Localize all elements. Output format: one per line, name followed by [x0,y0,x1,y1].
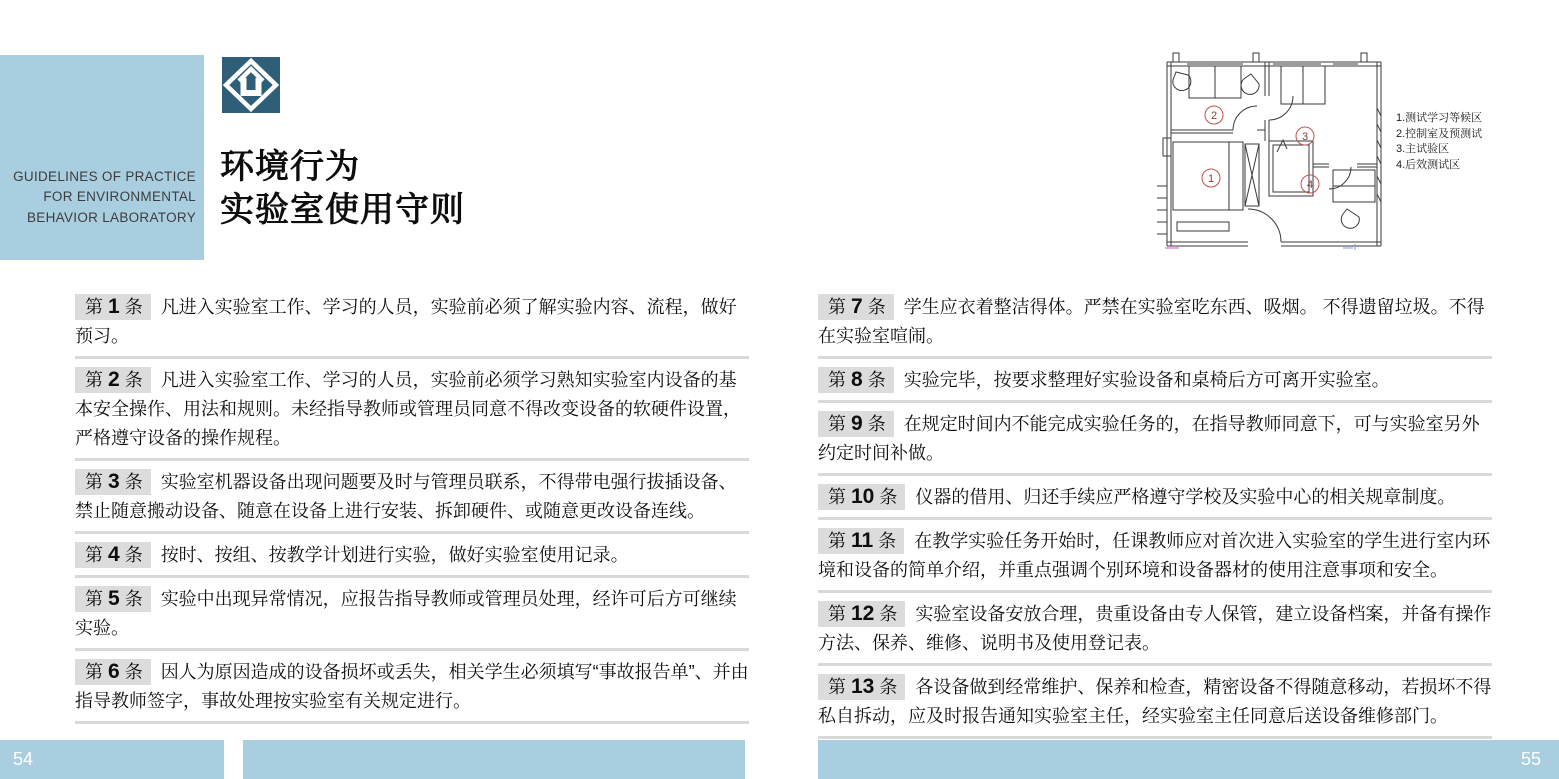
rule-text: 在规定时间内不能完成实验任务的，在指导教师同意下，可与实验室另外约定时间补做。 [818,414,1480,463]
legend-item: 2.控制室及预测试 [1396,127,1483,140]
rule-divider [75,458,749,461]
rule-number-label: 第 12 条 [818,601,905,627]
rule-number-label: 第 2 条 [75,367,151,393]
rules-column-right [818,292,1492,745]
rule-number-label: 第 8 条 [818,367,894,393]
footer-bar-left [0,740,224,779]
rule-divider [818,356,1492,359]
rule-text: 学生应衣着整洁得体。严禁在实验室吃东西、吸烟。 不得遗留垃圾。不得在实验室喧闹。 [818,297,1485,346]
page-title-line: 环境行为 [220,148,360,186]
legend-item: 4.后效测试区 [1396,158,1461,171]
rule-text: 凡进入实验室工作、学习的人员，实验前必须了解实验内容、流程，做好预习。 [75,297,737,346]
rule-number-label: 第 9 条 [818,411,894,437]
rule-item [818,365,1492,403]
floor-plan-furniture [1173,66,1375,231]
room-number-4: 4 [1306,179,1314,191]
rule-number-label: 第 3 条 [75,469,151,495]
rule-divider [818,590,1492,593]
rule-item [75,540,749,578]
rule-item [818,409,1492,476]
rule-text: 实验中出现异常情况，应报告指导教师或管理员处理，经许可后方可继续实验。 [75,589,737,638]
rule-divider [818,517,1492,520]
rule-item [75,467,749,534]
english-subtitle-line: FOR ENVIRONMENTAL [43,189,196,204]
rule-number-label: 第 7 条 [818,294,894,320]
english-subtitle-line: BEHAVIOR LABORATORY [27,209,196,225]
floor-plan [1153,46,1393,261]
rule-item [75,584,749,651]
rule-divider [818,400,1492,403]
rule-item [818,482,1492,520]
rules-column-left [75,292,749,730]
rule-divider [75,356,749,359]
room-number-1: 1 [1207,173,1215,185]
rule-number-label: 第 10 条 [818,484,905,510]
rule-item [818,292,1492,359]
rule-divider [75,575,749,578]
rule-divider [818,473,1492,476]
rule-text: 实验室机器设备出现问题要及时与管理员联系，不得带电强行拔插设备、禁止随意搬动设备、随意在设备上进行安装、拆卸硬件、或随意更改设备连线。 [75,472,737,521]
rule-item [75,365,749,461]
english-subtitle [13,167,196,229]
rule-text: 实验完毕，按要求整理好实验设备和桌椅后方可离开实验室。 [903,370,1390,390]
rule-divider [818,736,1492,739]
header-accent-box [0,55,204,260]
legend-item: 1.测试学习等候区 [1396,112,1483,124]
floor-plan-legend [1396,111,1482,173]
rule-text: 各设备做到经常维护、保养和检查，精密设备不得随意移动，若损坏不得私自拆动，应及时报告通知实验室主任，经实验室主任同意后送设备维修部门。 [818,677,1492,726]
rule-divider [75,648,749,651]
rule-text: 因人为原因造成的设备损坏或丢失，相关学生必须填写“事故报告单”、并由指导教师签字，事故处理按实验室有关规定进行。 [75,662,749,711]
room-number-2: 2 [1210,110,1218,122]
english-subtitle-line: GUIDELINES OF PRACTICE [13,168,196,184]
rule-item [818,672,1492,739]
rule-item [818,599,1492,666]
page-number-left: 54 [13,749,34,769]
rule-item [75,292,749,359]
page-title-line: 实验室使用守则 [220,191,465,229]
rule-item [75,657,749,724]
rule-text: 凡进入实验室工作、学习的人员，实验前必须学习熟知实验室内设备的基本安全操作、用法和规则。未经指导教师或管理员同意不得改变设备的软硬件设置，严格遵守设备的操作规程。 [75,370,741,448]
page-number-right: 55 [1520,749,1541,769]
rule-number-label: 第 13 条 [818,674,905,700]
floor-plan-room-numbers [1202,106,1319,193]
rule-text: 在教学实验任务开始时，任课教师应对首次进入实验室的学生进行室内环境和设备的简单介绍，并重点强调个别环境和设备器材的使用注意事项和安全。 [818,531,1491,580]
rule-text: 仪器的借用、归还手续应严格遵守学校及实验中心的相关规章制度。 [915,487,1456,507]
rule-divider [75,531,749,534]
footer-bar-right [818,740,1559,779]
rule-text: 实验室设备安放合理，贵重设备由专人保管，建立设备档案，并备有操作方法、保养、维修、说明书及使用登记表。 [818,604,1492,653]
rule-number-label: 第 1 条 [75,294,151,320]
legend-item: 3.主试验区 [1396,143,1450,155]
page-title [220,146,465,232]
rule-number-label: 第 4 条 [75,542,151,568]
rule-divider [818,663,1492,666]
room-number-3: 3 [1301,131,1309,143]
rule-item [818,526,1492,593]
rule-number-label: 第 5 条 [75,586,151,612]
rule-number-label: 第 6 条 [75,659,151,685]
rule-number-label: 第 11 条 [818,528,904,554]
floor-plan-marks [1165,244,1355,250]
rule-text: 按时、按组、按教学计划进行实验，做好实验室使用记录。 [160,545,629,565]
laboratory-logo-icon [222,57,280,113]
rule-divider [75,721,749,724]
footer-bar-middle [243,740,745,779]
